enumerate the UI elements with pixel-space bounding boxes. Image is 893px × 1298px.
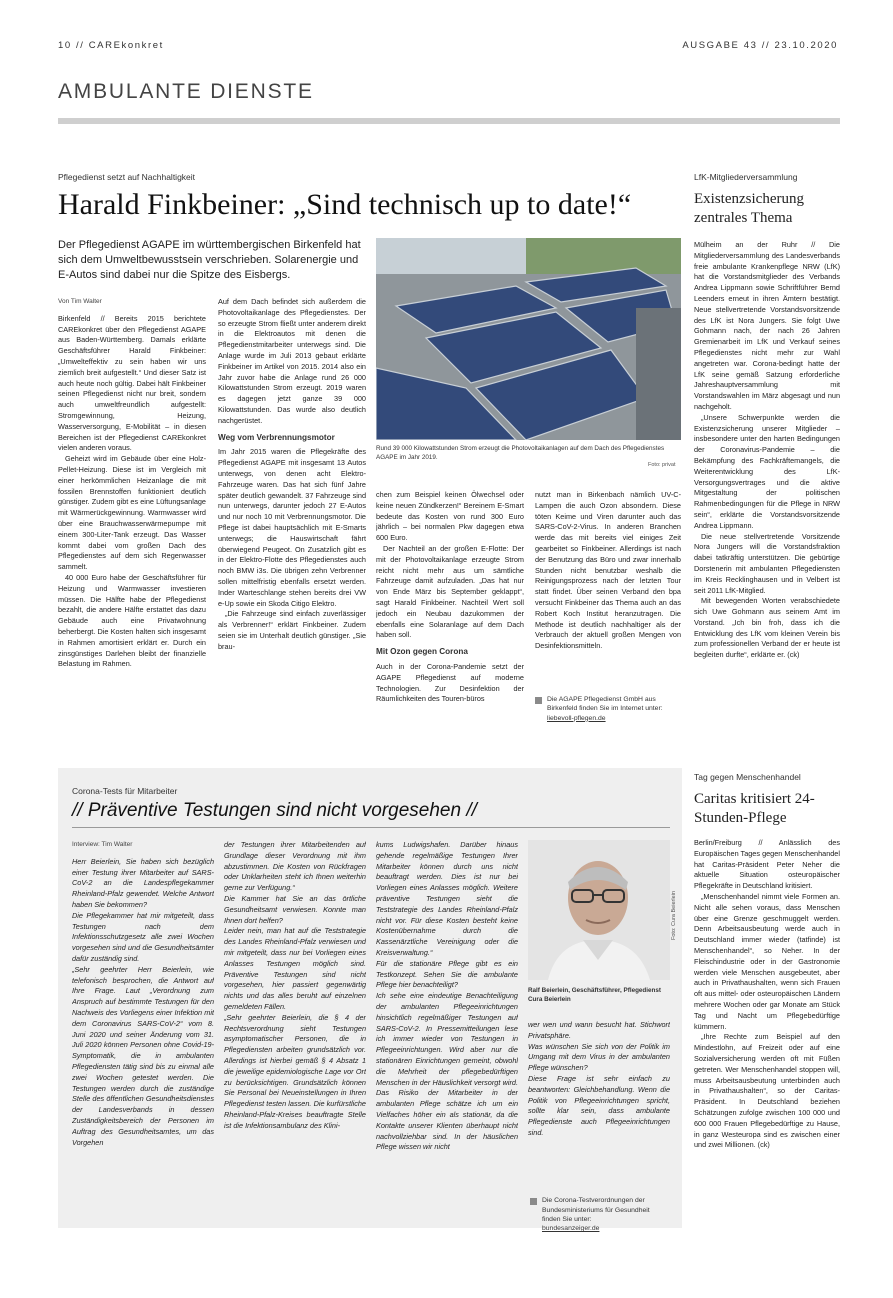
interview-column-2 xyxy=(224,840,366,1220)
side2-kicker: Tag gegen Menschenhandel xyxy=(694,772,801,782)
interview-answer: Diese Frage ist sehr einfach zu beantworten: Gleichbehandlung. Wenn die Politik von Pflegeeinrichtungen spricht, sollte klar sein, dass ambulante Pflegedienste auch Pflegeeinrichtungen sind. xyxy=(528,1073,670,1137)
interview-rule xyxy=(72,827,670,828)
article-subhead: Mit Ozon gegen Corona xyxy=(376,647,468,657)
article-column-3 xyxy=(376,490,524,742)
article-column-4 xyxy=(535,490,681,690)
side1-paragraph: Die neue stellvertretende Vorsitzende Nora Jungers will die Vorstandsfraktion dabei tatkräftig unterstützen. Die gebürtige Dorstenerin mit ambulanten Pflegediensten im Kreis Recklinghausen und in Velbert ist seit 2011 LfK-Mitglied. xyxy=(694,531,840,595)
side1-kicker: LfK-Mitgliederversammlung xyxy=(694,172,798,182)
interview-question: Die Kammer hat Sie an das örtliche Gesundheitsamt verwiesen. Konnte man Ihnen dort helfen? xyxy=(224,893,366,925)
agape-infobox xyxy=(535,695,681,723)
article-paragraph: Geheizt wird im Gebäude über eine Holz-Pellet-Heizung. Diese ist im Vergleich mit einer herkömmlichen Heizanlage die mit fossilen Brennstoffen funktioniert deutlich günstiger. Zudem gibt es eine Lüftungsanlage mit Wärmerückgewinnung. Warmwasser wird über eine Brauchwasserwärmepumpe mit einem 300-Liter-Tank erzeugt. Das Wasser kommt dabei vom großen Dach des Pflegedienstes auf dem sich Regenwasser sammelt. xyxy=(58,454,206,572)
side2-body xyxy=(694,838,840,1228)
interview-answer: wer wen und wann besucht hat. Stichwort Privatsphäre. xyxy=(528,1020,670,1040)
interview-question: Was wünschen Sie sich von der Politik im Umgang mit dem Virus in der ambulanten Pflege wünschen? xyxy=(528,1041,670,1073)
interview-headline: // Präventive Testungen sind nicht vorgesehen // xyxy=(72,800,477,821)
side1-headline: Existenzsicherung zentrales Thema xyxy=(694,191,804,226)
side2-paragraph: Berlin/Freiburg // Anlässlich des Europäischen Tages gegen Menschenhandel hat Caritas-Präsident Peter Neher die aktuelle Situation osteuropäischer Pflegekräfte in Deutschland kritisiert. xyxy=(694,838,840,891)
article-paragraph: chen zum Beispiel keinen Ölwechsel oder keine neuen Zündkerzen!“ Bereinem E-Smart bedeute das Kosten von rund 300 Euro jährlich – bei normalen Pkw dagegen etwa 600 Euro. xyxy=(376,490,524,543)
agape-infobox-text: Die AGAPE Pflegedienst GmbH aus Birkenfeld finden Sie im Internet unter: xyxy=(547,696,663,713)
article-paragraph: 40 000 Euro habe der Geschäftsführer für Heizung und Warmwasser investieren müssen. Die Hälfte habe der Pflegedienst bezahlt, die andere Hälfte erstattet das dazu Gebäude auch eine Privatwohnung beherbergt. Die Kosten halten sich insgesamt in Rahmen amortisiert erklärt er. Durch ein zinsgünstiges Darlehen bleibt der finanzielle Belastung im Rahmen. xyxy=(58,572,206,669)
article-lead: Der Pflegedienst AGAPE im württembergischen Birkenfeld hat sich dem Umweltbewusstsein verschrieben. Solarenergie und E-Autos sind dabei nur die Spitze des Eisbergs. xyxy=(58,239,361,281)
solar-photo-credit: Foto: privat xyxy=(648,462,676,468)
article-paragraph: „Die Fahrzeuge sind einfach zuverlässiger als Verbrenner!“ erklärt Finkbeiner. Zudem seien sie im Unterhalt deutlich günstiger. „Sie brau- xyxy=(218,609,366,651)
article-paragraph: Im Jahr 2015 waren die Pflegekräfte des Pflegedienst AGAPE mit insgesamt 13 Autos unterwegs, von denen acht Elektro-Fahrzeuge waren. Das hat sich fünf Jahre später deutlich gewandelt. 37 Fahrzeuge sind nun unterwegs, darunter jedoch 27 E-Autos und nur noch 10 mit Verbrennungsmotor. Die Pflege ist dabei hauptsächlich mit E-Smarts unterwegs; die Hauswirtschaft fährt überwiegend Peugeot. On Zusatzlich gibt es in der Elektro-Flotte des Pflegedienstes auch noch BMW i3s. Die übrigen zehn Verbrenner sollen mittelfristig ebenfalls ersetzt werden. Inder Warteschlange stehen bereits drei VW e-Up sowie ein Skoda Citigo Elektro. xyxy=(218,447,366,608)
article-author: Von Tim Walter xyxy=(58,298,102,305)
agape-website-link[interactable]: liebevoll-pflegen.de xyxy=(547,714,606,722)
issue-date-header: AUSGABE 43 // 23.10.2020 xyxy=(682,40,838,51)
portrait-caption: Ralf Beierlein, Geschäftsführer, Pflegedienst Cura Beierlein xyxy=(528,987,661,1003)
info-square-icon xyxy=(530,1198,537,1205)
side2-headline: Caritas kritisiert 24-Stunden-Pflege xyxy=(694,791,815,826)
article-paragraph: Der Nachteil an der großen E-Flotte: Der mit der Photovoltaikanlage erzeugte Strom reicht nicht mehr aus um sämtliche Fahrzeuge damit aufzuladen. „Das hat nur von Ende März bis September geklappt“, sagt Harald Finkbeiner. Nachteil Wert soll jedoch ein Neubau dazukommen der ebenfalls eine Solaranlage auf dem Dach haben soll. xyxy=(376,543,524,640)
side2-paragraph: „Menschenhandel nimmt viele Formen an. Nicht alle sehen voraus, dass Menschen über eine Grenze geschmuggelt werden. Denn Arbeitsausbeutung werde auch in Deutschland immer wieder (tatfinde) ist Menschenhandel“, so Neher. In der Fleischindustrie oder in der Gastronomie werden viele Menschen ausgebeutet, aber auch in Privathaushalten, wenn sich Frauen oft aus mittel- oder osteuropäischen Ländern mehrere Wochen oder gar Monate am Stück Tag und Nacht um Pflegebedürftige kümmern. xyxy=(694,891,840,1031)
article-paragraph: nutzt man in Birkenbach nämlich UV-C-Lampen die auch Ozon absondern. Diese töten Keime und Viren darunter auch das SARS-CoV-2-Virus. In anderen Branchen werde das mit bereits viel einiges Zeit gearbeitet so Finkbeiner. Allerdings ist nach der Benutzung das Büro und zwar innerhalb Stunden nicht benutzbar weshalb die Reinigungsprozess nach der letzten Tour statt findet. Über seinen Verband den bpa versucht Finkbeiner das Thema auch an das Robert Koch Institut heranzutragen. Die Methode ist deutlich nachhaltiger als der Verbrauch der aktuell großen Mengen von Desinfektionsmitteln. xyxy=(535,490,681,651)
solar-panels-image xyxy=(376,238,681,440)
article-kicker: Pflegedienst setzt auf Nachhaltigkeit xyxy=(58,172,196,182)
article-paragraph: Auch in der Corona-Pandemie setzt der AGAPE Pflegedienst auf moderne Technologien. Zur Desinfektion der Räumlichkeiten des Touren-büros xyxy=(376,661,524,704)
interview-answer: Ich sehe eine eindeutige Benachteiligung der ambulanten Pflegeeinrichtungen hinsichtlich regelmäßiger Testungen auf SARS-CoV-2. In Pressemitteilungen lese ich immer wieder von Testungen in Pflegeeinrichtungen. Wird aber nur die stationären Einrichtungen gemeint, obwohl die Mehrheit der pflegebedürftigen Menschen in der Häuslichkeit versorgt wird. Das Risiko der Mitarbeiter in der ambulanten Pflege schätze ich um ein Vielfaches höher ein als stationär, da die Kontakte unserer Klienten überhaupt nicht nachvollziehbar sind. In der häuslichen Pflege wissen wir nicht xyxy=(376,991,518,1152)
side1-paragraph: „Unsere Schwerpunkte werden die Existenzsicherung unserer Mitglieder – insbesondere unter den harten Bedingungen der Coronavirus-Pandemie – die Bekämpfung des Fachkräftemangels, die Weiterentwicklung des LfK-Versorgungsvertrages und die aktive Mitgestaltung der politischen Rahmenbedingungen für die Pflege in NRW sein“, erklärte die Vorstandsvorsitzende Andrea Lippmann. xyxy=(694,412,840,530)
interview-answer: Leider nein, man hat auf die Teststrategie des Landes Rheinland-Pfalz verwiesen und mir mitgeteilt, dass nur bei Vorliegen eines Anlasses Testungen möglich sind. Präventive Testungen sind nicht vorgesehen, hier passiert gegenwärtig nichts und das alles beruht auf einzelnen gemeldeten Fällen. xyxy=(224,926,366,1011)
article-paragraph: Birkenfeld // Bereits 2015 berichtete CAREkonkret über den Pflegedienst AGAPE aus Baden-Württemberg. Damals erklärte Geschäftsführer Harald Finkbeiner: „Umwelteffektiv zu sein haben wir uns ziemlich breit aufgestellt.“ Und dieser Satz ist auch heute noch gültig. Dabei hält Finkbeiner seinen Pflegedienst nicht nur breit, sondern auch umweltfreundlich aufgestellt: Stromgewinnung, Heizung, Wasserversorgung, E-Mobilität – in diesen Bereichen ist der Pflegedienst CAREkonkret vielen anderen voraus. xyxy=(58,313,206,453)
interview-column-3 xyxy=(376,840,518,1220)
side1-body xyxy=(694,240,840,742)
interview-quote: kums Ludwigshafen. Darüber hinaus gehende regelmäßige Testungen Ihrer Mitarbeiter können durch uns nicht beauftragt werden. Dies ist nur bei Vorliegen eines Anlasses möglich. Weitere präventive Testungen sieht die Teststrategie des Landes Rheinland-Pfalz nicht vor. Für diese Kosten besteht keine Kostenübernahme durch die Kassenärztliche Vereinigung oder die Kreisverwaltung.“ xyxy=(376,840,518,957)
portrait-credit: Foto: Cura Beierlein xyxy=(671,891,677,940)
article-column-2 xyxy=(218,297,366,742)
interview-question: Für die stationäre Pflege gibt es ein Testkonzept. Sehen Sie die ambulante Pflege hier benachteiligt? xyxy=(376,958,518,990)
section-title: AMBULANTE DIENSTE xyxy=(58,80,314,103)
interview-quote: „Sehr geehrter Beierlein, die § 4 der Rechtsverordnung sieht Testungen asymptomatischer Personen, die in Pflegediensten arbeiten grundsätzlich vor. Allerdings ist hierbei gemäß § 4 Absatz 1 die jeweilige epidemiologische Lage vor Ort zu berücksichtigen. Grundsätzlich können Sie Personal bei Neueinstellungen in Ihren Pflegedienst testen lassen. Die kurfürstliche Rheinland-Pfalz-Kreises beauftragte Stelle ist die Infektionsambulanz des Klini- xyxy=(224,1012,366,1130)
solar-panels-photo xyxy=(376,238,681,440)
portrait-image xyxy=(528,840,670,980)
solar-photo-caption: Rund 39 000 Kilowattstunden Strom erzeugt die Photovoltaikanlagen auf dem Dach des Pflegedienstes AGAPE im Jahr 2019. xyxy=(376,445,665,461)
corona-infobox xyxy=(530,1196,670,1234)
interview-question: Herr Beierlein, Sie haben sich bezüglich einer Testung ihrer Mitarbeiter auf SARS-CoV-2 an die Landespflegekammer Rheinland-Pfalz gewendet. Welche Antwort haben Sie bekommen? xyxy=(72,856,214,909)
info-square-icon xyxy=(535,697,542,704)
interview-quote: „Sehr geehrter Herr Beierlein, wie telefonisch besprochen, die Antwort auf Ihre Frage. Laut „Verordnung zum Anspruch auf bestimmte Testungen für den Nachweis des Vorliegens einer Infektion mit dem Coronavirus SARS-CoV-2“ vom 8. Juni 2020 und seiner Änderung vom 31. Juli 2020 können Personen ohne Covid-19-Symptomatik, die in ambulanten Pflegediensten tätig sind bis zu einmal alle zwei Wochen getestet werden. Die Testungen werden durch die zuständige Stelle des öffentlichen Gesundheitsdienstes der Landesverbands in dessen Zuständigkeitsbereich der Personen im Auftrag des Gesundheitsamtes, um das Vorgehen xyxy=(72,964,214,1147)
interview-column-4 xyxy=(528,1020,670,1160)
side1-paragraph: Mit bewegenden Worten verabschiedete sich Uwe Gohmann aus seinem Amt im Vorstand. „Ich bin froh, dass ich die Entwicklung des LfK vom kleinen Verein bis zum professionellen Verband der er heute ist begleiten durfte“, erklärte er. (ck) xyxy=(694,596,840,660)
article-column-1 xyxy=(58,297,206,742)
side1-paragraph: Mülheim an der Ruhr // Die Mitgliederversammlung des Landesverbands freie ambulante Krankenpflege NRW (LfK) hat die Vorstandsmitglieder des Verbands Andrea Lippmann sowie Schriftführer Bernd Leenders erneut in ihren Ämtern bestätigt. Neue stellvertretende Vorstandsvorsitzende des LfK ist Nora Jungers. Sie folgt Uwe Gohmann nach, der nach 26 Jahren Gremienarbeit im LfK und Verkauf seines Pflegedienstes nicht mehr zur Wahl angetreten war. Corona-bedingt hatte der LfK seine gemäß Satzung erforderliche Jahreshauptversammlung mit Vorstandswahlen im März abgesagt und nun nachgeholt. xyxy=(694,240,840,411)
side2-paragraph: „Ihre Rechte zum Beispiel auf den Mindestlohn, auf Freizeit oder auf eine Sozialversicherung werden oft mit Füßen getreten. Wer Menschenhandel stoppen will, muss Arbeitsausbeutung unterbinden auch in Privathaushalten“, so der Caritas-Präsident. In Deutschland beziehen Schätzungen zufolge zwischen 100 000 und 600 000 Frauen Pflegebedürftige zu Hause, in ganz Westeuropa sind es zwischen einer und zwei Millionen. (ck) xyxy=(694,1032,840,1150)
interview-answer: Die Pflegekammer hat mir mitgeteilt, dass Testungen nach dem Infektionsschutzgesetz alle zwei Wochen vorgesehen sind und die Gesundheitsämter dafür zuständig sind. xyxy=(72,910,214,963)
bundesanzeiger-link[interactable]: bundesanzeiger.de xyxy=(542,1225,600,1233)
interview-column-1 xyxy=(72,840,214,1220)
interview-quote: der Testungen ihrer Mitarbeitenden auf Grundlage dieser Verordnung mit ihm abzustimmen. Die Kosten von Rückfragen oder Unklarheiten steht ich Ihnen weiterhin gerne zur Verfügung.“ xyxy=(224,840,366,893)
article-paragraph: Auf dem Dach befindet sich außerdem die Photovoltaikanlage des Pflegedienstes. Der so erzeugte Strom fließt unter anderem direkt in die Elektroautos mit denen die Pflegedienstmitarbeiter unterwegs sind. Die Anlage wurde im Juli 2013 gebaut erklärte Finkbeiner im Artikel von 2015. 2014 also ein Jahr zuvor habe die Anlage rund 26 000 Kilowattstunden Strom erzeugt. 2019 waren es dagegen jetzt ganze 39 000 Kilowattstunden. Das wurde also deutlich nachgerüstet. xyxy=(218,297,366,425)
page-number-header: 10 // CAREkonkret xyxy=(58,40,164,51)
interview-author: Interview: Tim Walter xyxy=(72,841,133,848)
interview-kicker: Corona-Tests für Mitarbeiter xyxy=(72,786,178,796)
section-rule xyxy=(58,118,840,124)
article-subhead: Weg vom Verbrennungsmotor xyxy=(218,432,335,442)
beierlein-portrait-photo xyxy=(528,840,670,980)
corona-infobox-text: Die Corona-Testverordnungen der Bundesministeriums für Gesundheit finden Sie unter: xyxy=(542,1197,650,1224)
article-headline: Harald Finkbeiner: „Sind technisch up to date!“ xyxy=(58,188,632,221)
